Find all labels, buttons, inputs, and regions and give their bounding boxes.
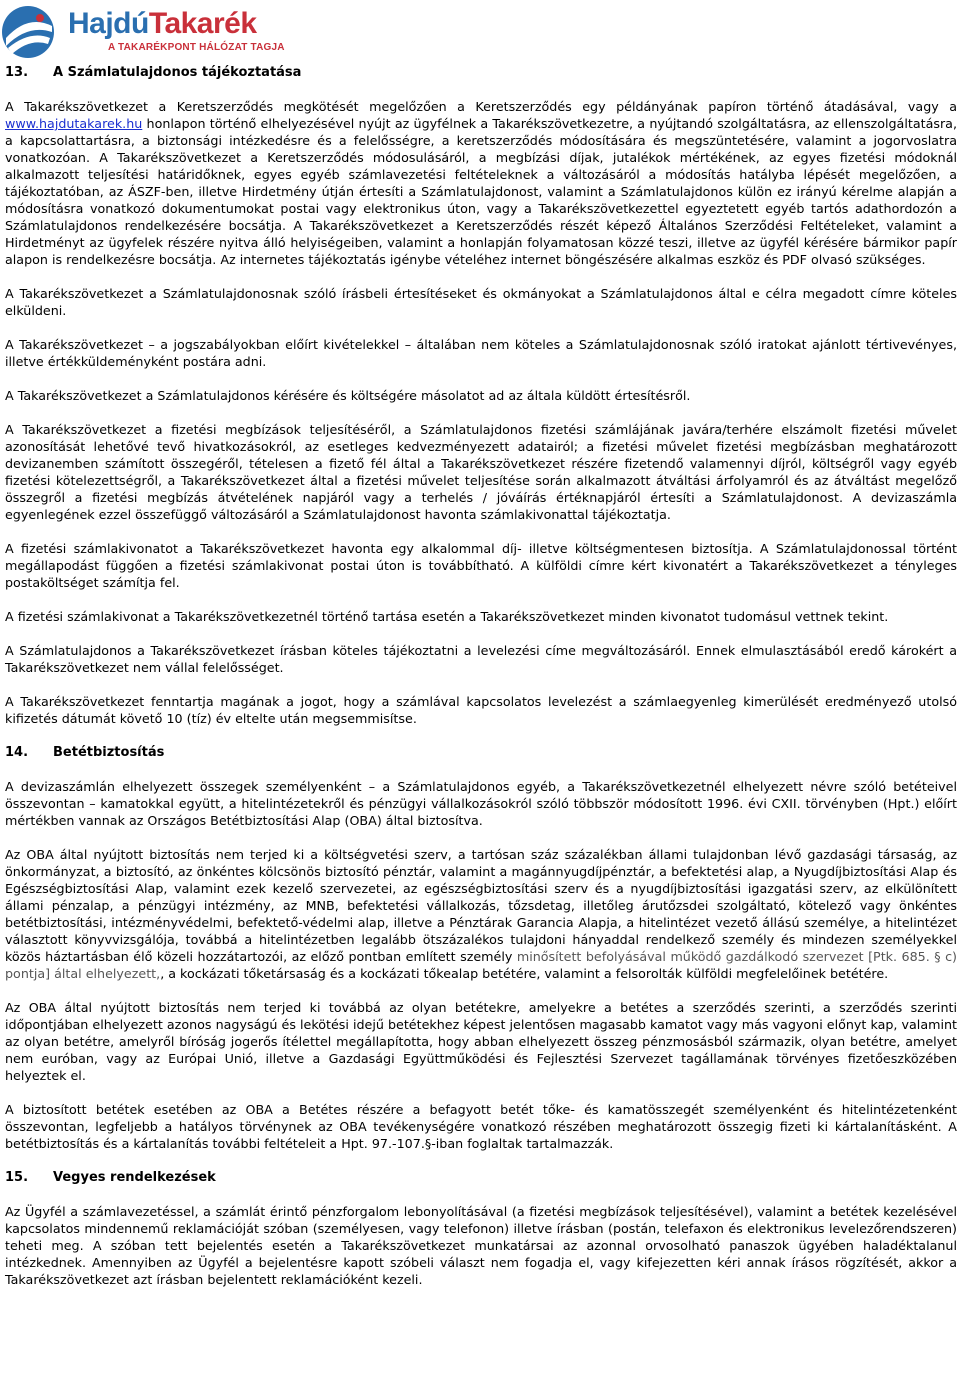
section-13-paragraph-8: A Számlatulajdonos a Takarékszövetkezet írásban köteles tájékoztatni a levelezési címe megváltozásáról. Ennek elmulasztásából eredő károkért a Takarékszövetkezet nem vállal felelősséget. [5,643,957,675]
section-15-paragraph-1: Az Ügyfél a számlavezetéssel, a számlát érintő pénzforgalom lebonyolításával (a fizetési megbízások teljesítésével), valamint a betétek kezelésével kapcsolatos mindennemű reklamációját szóban (személyesen, vagy telefonon) illetve írásban (postán, telefaxon és elektronikus levelezőrendszeren) teheti meg. A szóban tett bejelentés esetén a Takarékszövetkezet munkatársai az azonnal orvosolható panaszok ügyében haladéktalanul intézkednek. Amennyiben az Ügyfél a bejelentésre kapott szóbeli választ nem fogadja el, vagy kifejezetten kéri annak írásos rögzítését, akkor a Takarékszövetkezet azt írásban bejelentett reklamációként kezeli. [5,1204,957,1287]
section-15-heading: 15. Vegyes rendelkezések [5,1170,216,1185]
section-14-paragraph-4: A biztosított betétek esetében az OBA a Betétes részére a befagyott betét tőke- és kamatösszegét személyenként és hitelintézetenként összevontan, legfeljebb a hatályos törvénynek az OBA tevékenységére vonatkozó részében meghatározott összegig fizeti ki kártalanításként. A betétbiztosítás és a kártalanítás további feltételeit a Hpt. 97.-107.§-iban foglaltak tartalmazzák. [5,1102,957,1151]
document-body [5,64,957,1288]
section-13-paragraph-1: A Takarékszövetkezet a Keretszerződés megkötését megelőzően a Keretszerződés egy példányának papíron történő átadásával, vagy a www.hajdutakarek.hu honlapon történő elhelyezésével nyújt az ügyfélnek a Takarékszövetkezetre, a nyújtandó szolgáltatásra, az ellenszolgáltatásra, a kapcsolattartásra, a biztonsági intézkedésre és a felelősségre, a keretszerződés módosítására és megszüntetésére, valamint a jogorvoslatra vonatkozóan. A Takarékszövetkezet a Keretszerződés módosulásáról, a megbízási díjak, jutalékok mértékének, az egyes fizetési módoknál alkalmazott teljesítési határidőknek, egyes egyéb számlavezetési feltételeknek a változásáról a módosítás hatályba lépését megelőzően, a tájékoztatóban, az ÁSZF-ben, illetve Hirdetmény útján értesíti a Számlatulajdonost, valamint a Számlatulajdonos külön ez irányú kérelme alapján a módosításra vonatkozó dokumentumokat postai vagy elektronikus úton, vagy a Takarékszövetkezettel egyeztetett egyéb tartós adathordozón a Számlatulajdonos rendelkezésére bocsátja. A Takarékszövetkezet a Keretszerződés részét képező Általános Szerződési Feltételeket, valamint a Hirdetményt az ügyfelek részére nyitva álló helyiségeiben, valamint a honlapján folyamatosan közzé teszi, illetve az ügyfél kérésére bármikor papír alapon is rendelkezésre bocsátja. Az internetes tájékoztatás igénybe vételéhez internet böngészésére alkalmas eszköz és PDF olvasó szükséges. [5,99,957,267]
section-13-paragraph-7: A fizetési számlakivonat a Takarékszövetkezetnél történő tartása esetén a Takarékszövetkezet minden kivonatot tudomásul vettnek tekint. [5,609,889,624]
section-14-heading: 14. Betétbiztosítás [5,745,165,760]
logo-title: HajdúTakarék [68,7,257,40]
amended-text: minősített befolyásával működő gazdálkodó szervezet [Ptk. 685. § c) pontja] által elhelyezett, [5,949,958,981]
section-13-heading: 13. A Számlatulajdonos tájékoztatása [5,65,302,80]
section-13-paragraph-9: A Takarékszövetkezet fenntartja magának a jogot, hogy a számlával kapcsolatos levelezést a számlaegyenleg kimerülését eredményező utolsó kifizetés dátumát követő 10 (tíz) év eltelte után megsemmisítse. [5,694,957,726]
logo-subtitle: A TAKARÉKPONT HÁLÓZAT TAGJA [108,42,285,53]
hajdu-takarek-logo [0,0,285,60]
section-13-paragraph-5: A Takarékszövetkezet a fizetési megbízások teljesítéséről, a Számlatulajdonos fizetési számlájának javára/terhére elszámolt fizetési művelet azonosítását lehetővé tevő hivatkozásokról, az esetleges kedvezményezett adatairól; a fizetési művelet fizetési megbízásban meghatározott devizanemben számított összegéről, tételesen a fizető fél által a Takarékszövetkezet részére fizetendő valamennyi díjról, költségről vagy egyéb fizetési kötelezettségről, a Takarékszövetkezet által a fizetési művelet teljesítése során alkalmazott átváltási árfolyamról és az átváltást megelőző összegről a fizetési megbízás átvételének napjáról vagy a terhelés / jóváírás értéknapjáról értesíti a Számlatulajdonost. A devizaszámla egyenlegének ezzel összefüggő változásáról a Számlatulajdonost havonta számlakivonattal tájékoztatja. [5,422,957,522]
section-14-paragraph-2: Az OBA által nyújtott biztosítás nem terjed ki a költségvetési szerv, a tartósan száz százalékban állami tulajdonban lévő gazdasági társaság, az önkormányzat, a biztosító, az önkéntes kölcsönös biztosító pénztár, valamint a magánnyugdíjpénztár, a befektetési alap, a Nyugdíjbiztosítási Alap és Egészségbiztosítási Alap, valamint ezek kezelő szervezetei, az egészségbiztosítási szerv és a nyugdíjbiztosítási igazgatási szerv, az elkülönített állami pénzalap, a pénzügyi intézmény, az MNB, befektetési vállalkozás, tőzsdetag, illetőleg árutőzsdei szolgáltató, kötelező vagy önkéntes betétbiztosítási, intézményvédelmi, befektető-védelmi alap, illetve a Pénztárak Garancia Alapja, a hitelintézet vezető állású személye, a hitelintézet választott könyvvizsgálója, továbbá a hitelintézetben legalább ötszázalékos tulajdoni hányaddal rendelkező személy és mindezen személyekkel közös háztartásban élő közeli hozzátartozói, az előző pontban említett személy minősített befolyásával működő gazdálkodó szervezet [Ptk. 685. § c) pontja] által elhelyezett,, a kockázati tőketársaság és a kockázati tőkealap betétére, valamint a felsorolták külföldi megfelelőinek betétére. [5,847,958,981]
section-14-paragraph-3: Az OBA által nyújtott biztosítás nem terjed ki továbbá az olyan betétekre, amelyekre a betétes a szerződés szerinti, a szerződés szerinti időpontjában elhelyezett azonos nagyságú és lekötési idejű betétekhez képest jelentősen magasabb kamatot vagy más vagyoni előnyt kap, valamint az olyan betétre, amelyről bíróság jogerős ítélettel megállapította, hogy abban elhelyezett összeg pénzmosásból származik, olyan betétre, amelyet nem euróban, vagy az Európai Unió, illetve a Gazdasági Együttműködési és Fejlesztési Szervezet tagállamának törvényes fizetőeszközében helyeztek el. [5,1000,957,1083]
website-link[interactable]: www.hajdutakarek.hu [5,116,143,131]
section-14-paragraph-1: A devizaszámlán elhelyezett összegek személyenként – a Számlatulajdonos egyéb, a Takarékszövetkezetnél elhelyezett névre szóló betéteivel összevontan – kamatokkal együtt, a hitelintézetekről és pénzügyi vállalkozásokról szóló többször módosított 1996. évi CXII. törvényben (Hpt.) előírt mértékben vannak az Országos Betétbiztosítási Alap (OBA) által biztosítva. [5,779,957,828]
section-13-paragraph-4: A Takarékszövetkezet a Számlatulajdonos kérésére és költségére másolatot ad az általa küldött értesítésről. [5,388,691,403]
section-13-paragraph-3: A Takarékszövetkezet – a jogszabályokban előírt kivételekkel – általában nem köteles a Számlatulajdonosnak szóló iratokat ajánlott tértivevényes, illetve értékküldeményként postára adni. [5,337,957,369]
takarek-emblem-icon [0,4,58,60]
section-13-paragraph-2: A Takarékszövetkezet a Számlatulajdonosnak szóló írásbeli értesítéseket és okmányokat a Számlatulajdonos által e célra megadott címre köteles elküldeni. [5,286,957,318]
section-13-paragraph-6: A fizetési számlakivonatot a Takarékszövetkezet havonta egy alkalommal díj- illetve költségmentesen biztosítja. A Számlatulajdonossal történt megállapodást függően a fizetési számlakivonat postai úton is továbbítható. A külföldi címre kért kivonatért a Takarékszövetkezet a tényleges postaköltséget számítja fel. [5,541,957,590]
